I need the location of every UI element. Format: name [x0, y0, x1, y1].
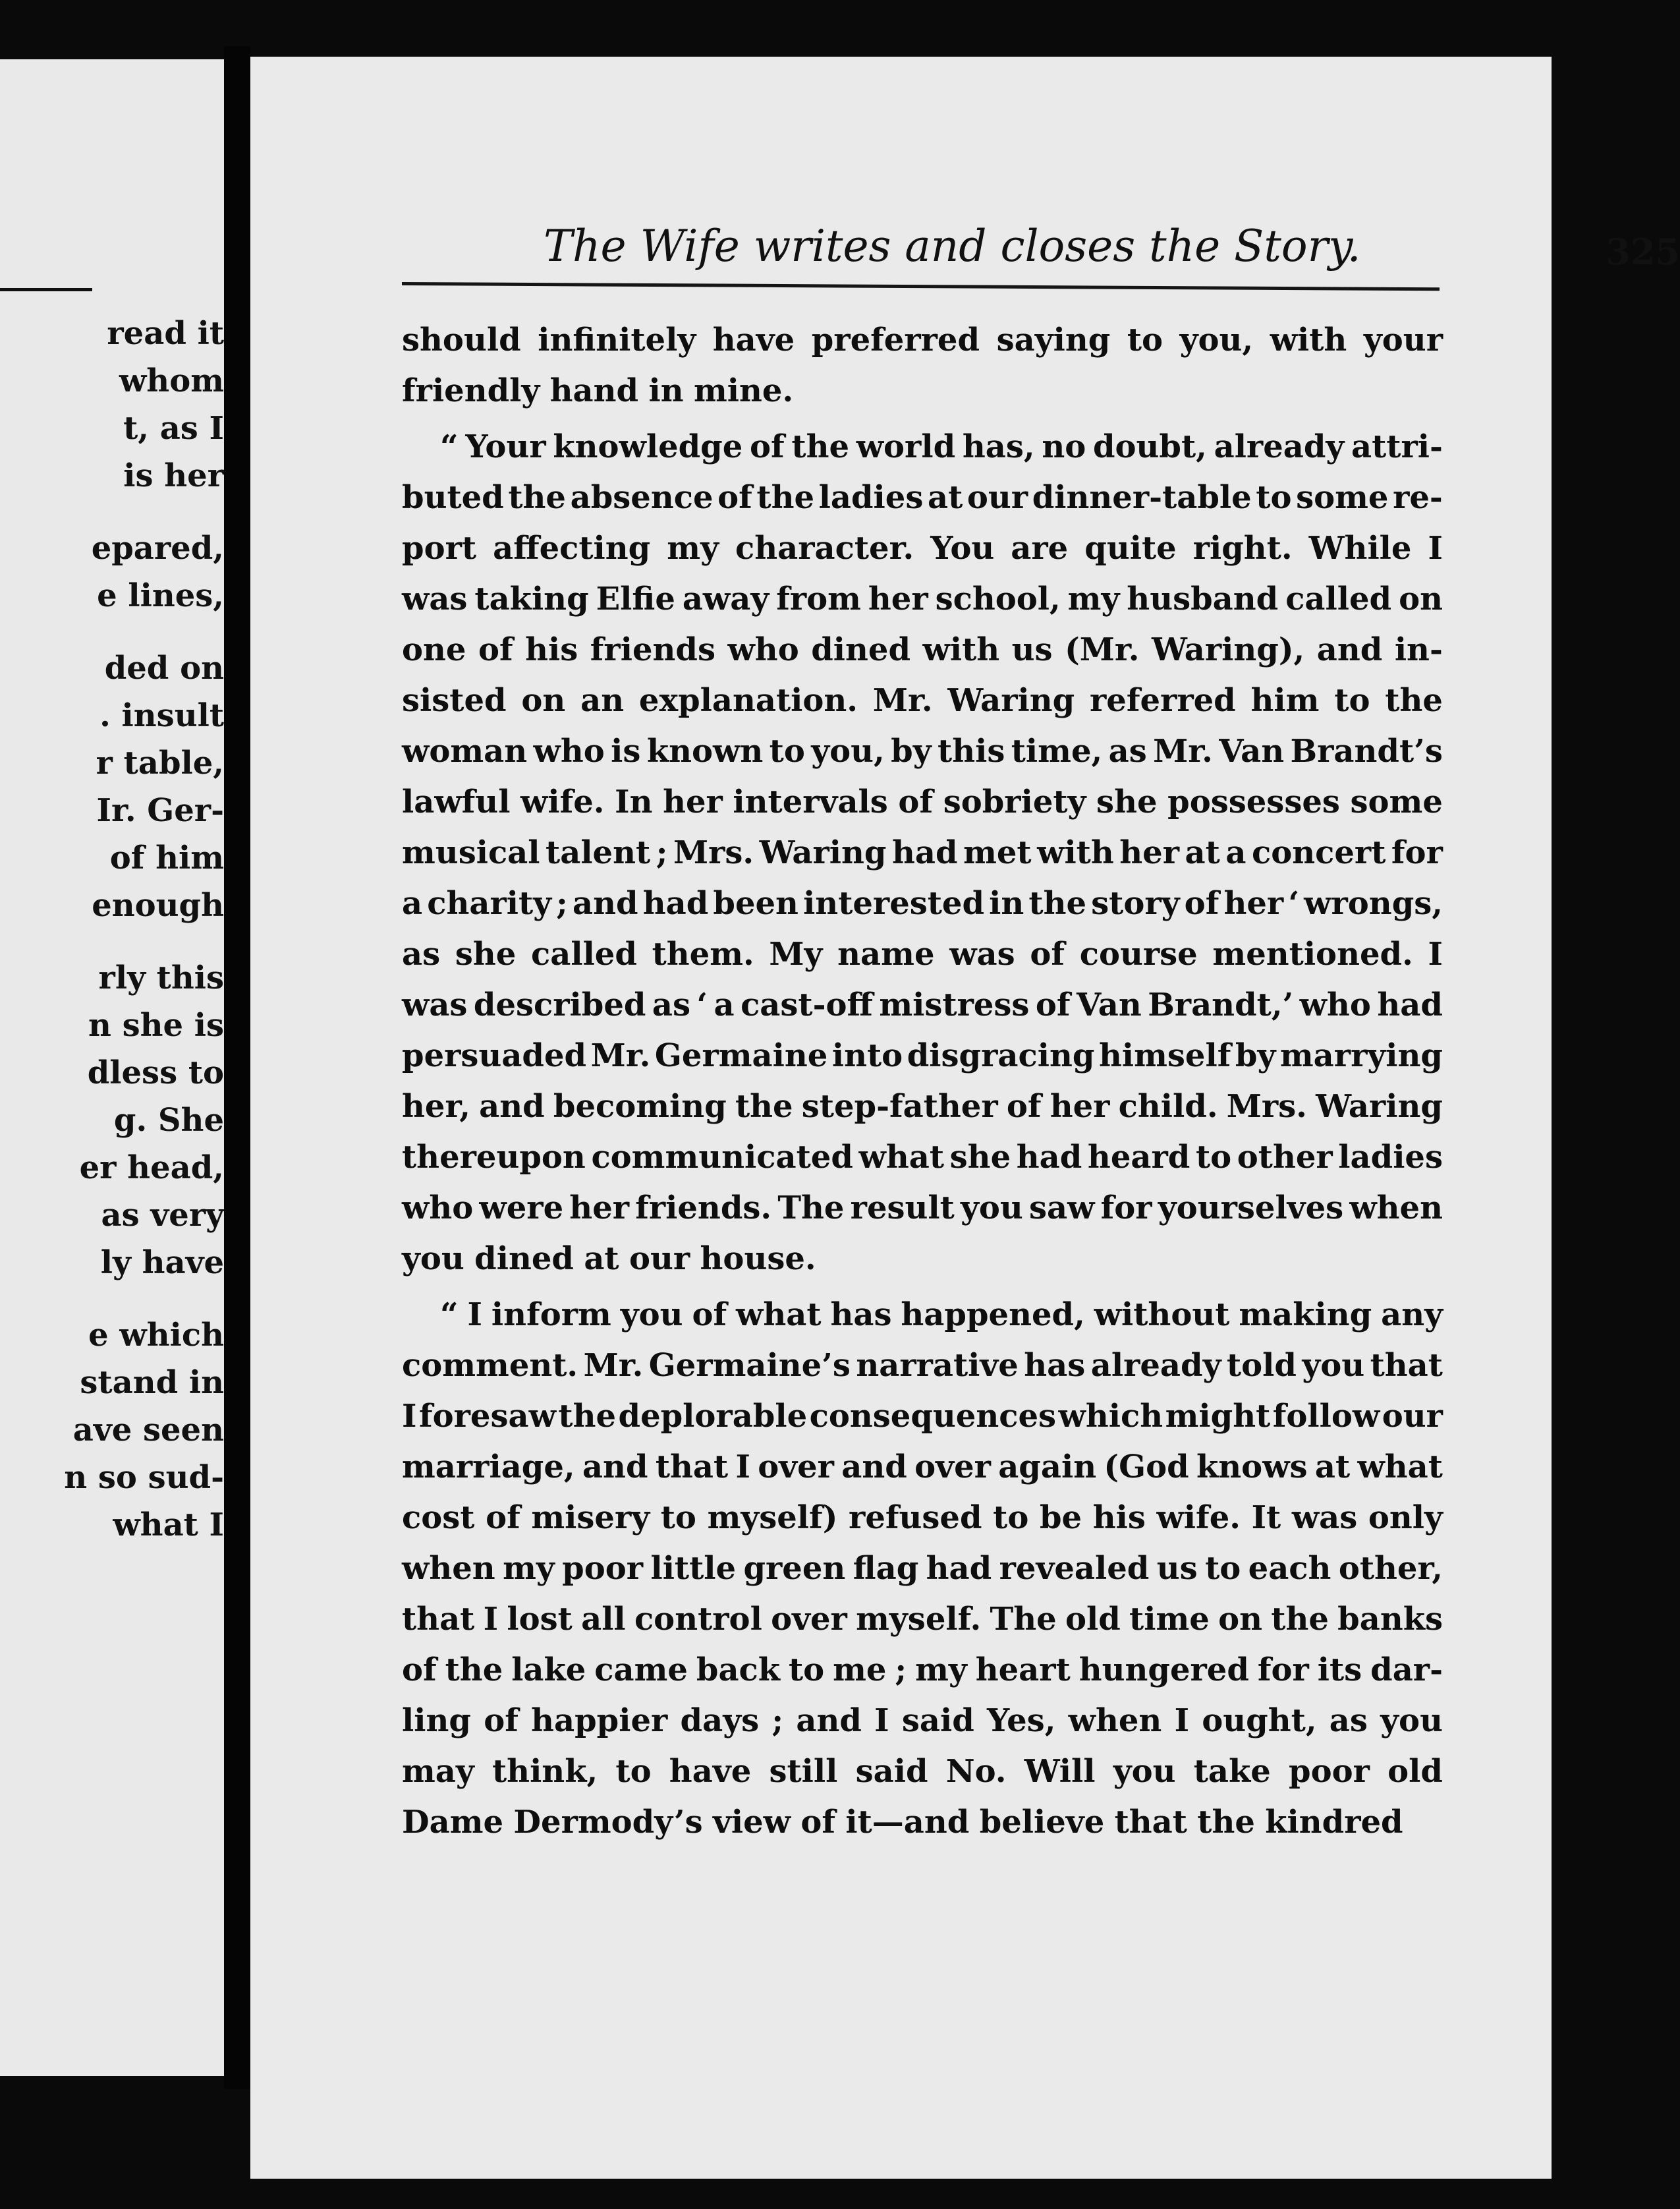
left-page-line: r table,: [96, 745, 224, 782]
left-page-line: ded on: [104, 650, 224, 687]
left-page-line: what I: [113, 1506, 224, 1543]
text-line: you dined at our house.: [402, 1240, 816, 1277]
text-line: should infinitely have preferred saying to you, with your: [402, 322, 1443, 359]
header-rule: [402, 282, 1440, 291]
text-line: thereupon communicated what she had heard to other ladies: [402, 1139, 1443, 1176]
page-number: 325: [1606, 231, 1680, 273]
text-line: her, and becoming the step-father of her child. Mrs. Waring: [402, 1088, 1443, 1125]
left-page-header-rule: [0, 288, 92, 291]
left-page-line: dless to: [87, 1054, 224, 1091]
text-line: one of his friends who dined with us (Mr. Waring), and in-: [402, 631, 1443, 668]
text-line: sisted on an explanation. Mr. Waring referred him to the: [402, 682, 1443, 719]
left-page-line: t, as I: [123, 410, 224, 447]
text-line: of the lake came back to me ; my heart hungered for its dar-: [402, 1651, 1443, 1688]
left-page-line: as very: [101, 1197, 224, 1234]
text-line: that I lost all control over myself. The old time on the banks: [402, 1601, 1443, 1638]
text-line: ling of happier days ; and I said Yes, when I ought, as you: [402, 1702, 1443, 1739]
left-page-line: n she is: [88, 1007, 224, 1044]
text-line: I foresaw the deplorable consequences which might follow our: [402, 1398, 1443, 1435]
text-line: woman who is known to you, by this time, as Mr. Van Brandt’s: [402, 733, 1443, 770]
text-line: lawful wife. In her intervals of sobriety she possesses some: [402, 784, 1443, 820]
page-body-text: [402, 315, 1443, 1853]
text-line: Dame Dermody’s view of it—and believe that the kindred: [402, 1804, 1403, 1841]
left-page-line: is her: [123, 457, 224, 494]
text-line: was taking Elfie away from her school, my husband called on: [402, 581, 1443, 617]
running-title: The Wife writes and closes the Story.: [544, 221, 1361, 272]
left-page-line: of him: [109, 840, 224, 876]
left-page-line: e lines,: [97, 577, 224, 614]
text-line: port affecting my character. You are quite right. While I: [402, 530, 1443, 567]
text-line: persuaded Mr. Germaine into disgracing himself by marrying: [402, 1037, 1443, 1074]
left-page-line: rly this: [98, 960, 224, 996]
text-line: cost of misery to myself) refused to be his wife. It was only: [402, 1499, 1443, 1536]
left-page-line: ave seen: [72, 1412, 224, 1449]
text-line: a charity ; and had been interested in the story of her ‘ wrongs,: [402, 885, 1443, 922]
left-page-line: n so sud-: [64, 1459, 224, 1496]
text-line: buted the absence of the ladies at our dinner-table to some re-: [402, 479, 1443, 516]
text-line: may think, to have still said No. Will you take poor old: [402, 1753, 1443, 1790]
text-line: marriage, and that I over and over again (God knows at what: [402, 1449, 1443, 1485]
left-page-line: Ir. Ger-: [96, 792, 224, 829]
page-gutter: [224, 46, 250, 2089]
left-page-line: er head,: [79, 1149, 224, 1186]
left-page-line: ly have: [100, 1244, 224, 1281]
text-line: “ I inform you of what has happened, without making any: [440, 1296, 1443, 1333]
left-page-line: read it: [107, 315, 224, 352]
paragraph: [402, 1290, 1443, 1848]
left-page-line: epared,: [91, 530, 224, 567]
text-line: comment. Mr. Germaine’s narrative has already told you that: [402, 1347, 1443, 1384]
text-line: musical talent ; Mrs. Waring had met with her at a concert for: [402, 834, 1443, 871]
text-line: as she called them. My name was of course mentioned. I: [402, 936, 1443, 973]
running-header: [544, 214, 1680, 279]
text-line: friendly hand in mine.: [402, 372, 794, 409]
left-page-line: . insult: [99, 697, 224, 734]
book-page: [250, 57, 1680, 2179]
left-page-line: g. She: [113, 1102, 224, 1139]
left-page-line: whom: [119, 362, 224, 399]
left-page-line: stand in: [80, 1364, 224, 1401]
text-line: “ Your knowledge of the world has, no doubt, already attri-: [440, 428, 1443, 465]
left-page-line: e which: [88, 1317, 224, 1354]
text-line: was described as ‘ a cast-off mistress of Van Brandt,’ who had: [402, 987, 1443, 1023]
paragraph: [402, 422, 1443, 1284]
left-neighbor-page: [0, 59, 224, 2076]
text-line: who were her friends. The result you saw for yourselves when: [402, 1190, 1443, 1226]
text-line: when my poor little green flag had revealed us to each other,: [402, 1550, 1443, 1587]
paragraph: [402, 315, 1443, 416]
left-page-line: enough: [92, 887, 224, 924]
